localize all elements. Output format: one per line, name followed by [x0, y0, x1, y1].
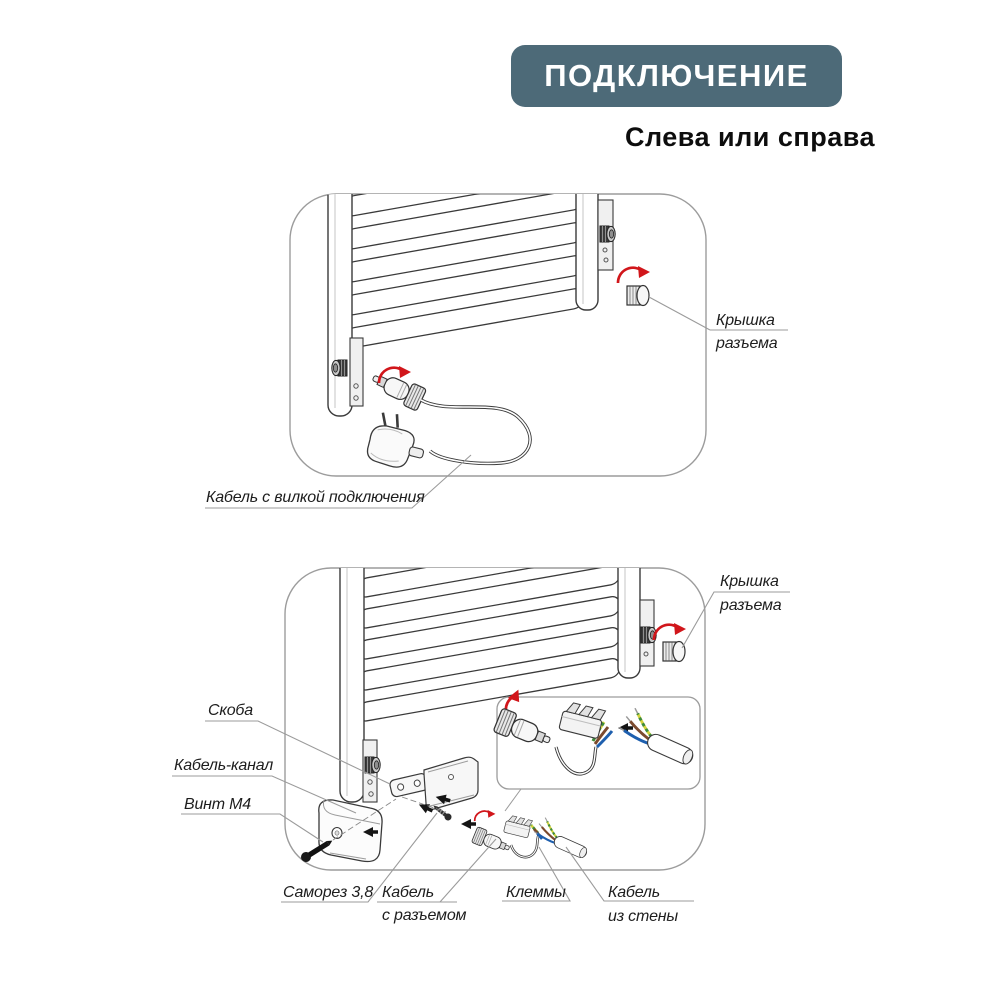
right-socket-icon	[600, 226, 615, 242]
bottom-panel-illustration	[283, 566, 707, 872]
label-connector-cap: разъема	[720, 597, 782, 614]
left-socket-icon	[332, 360, 347, 376]
label-bracket: Скоба	[208, 702, 253, 719]
label-connector-cap: разъема	[716, 335, 778, 352]
connector-cap-icon	[663, 642, 685, 662]
label-cable-with-plug: Кабель с вилкой подключения	[206, 489, 425, 506]
right-post	[576, 192, 598, 310]
label-screw-m4: Винт М4	[184, 796, 251, 813]
left-post	[340, 566, 364, 802]
right-post	[618, 566, 640, 678]
section-title: ПОДКЛЮЧЕНИЕ	[544, 58, 809, 93]
label-wall-cable: из стены	[608, 908, 678, 925]
label-cable-with-connector: с разъемом	[382, 907, 467, 924]
label-wall-cable: Кабель	[608, 884, 660, 901]
left-post	[328, 192, 352, 416]
label-cable-channel: Кабель-канал	[174, 757, 274, 774]
section-header-badge	[511, 45, 842, 107]
label-connector-cap: Крышка	[720, 573, 779, 590]
label-connector-cap: Крышка	[716, 312, 775, 329]
label-cable-with-connector: Кабель	[382, 884, 434, 901]
label-self-tapping-screw: Саморез 3,8	[283, 884, 374, 901]
detail-inset	[493, 687, 701, 789]
connector-cap-icon	[627, 286, 649, 306]
label-terminals: Клеммы	[506, 884, 566, 901]
left-socket-icon	[365, 757, 380, 773]
top-panel-illustration	[288, 192, 708, 478]
page-subtitle: Слева или справа	[624, 122, 875, 152]
